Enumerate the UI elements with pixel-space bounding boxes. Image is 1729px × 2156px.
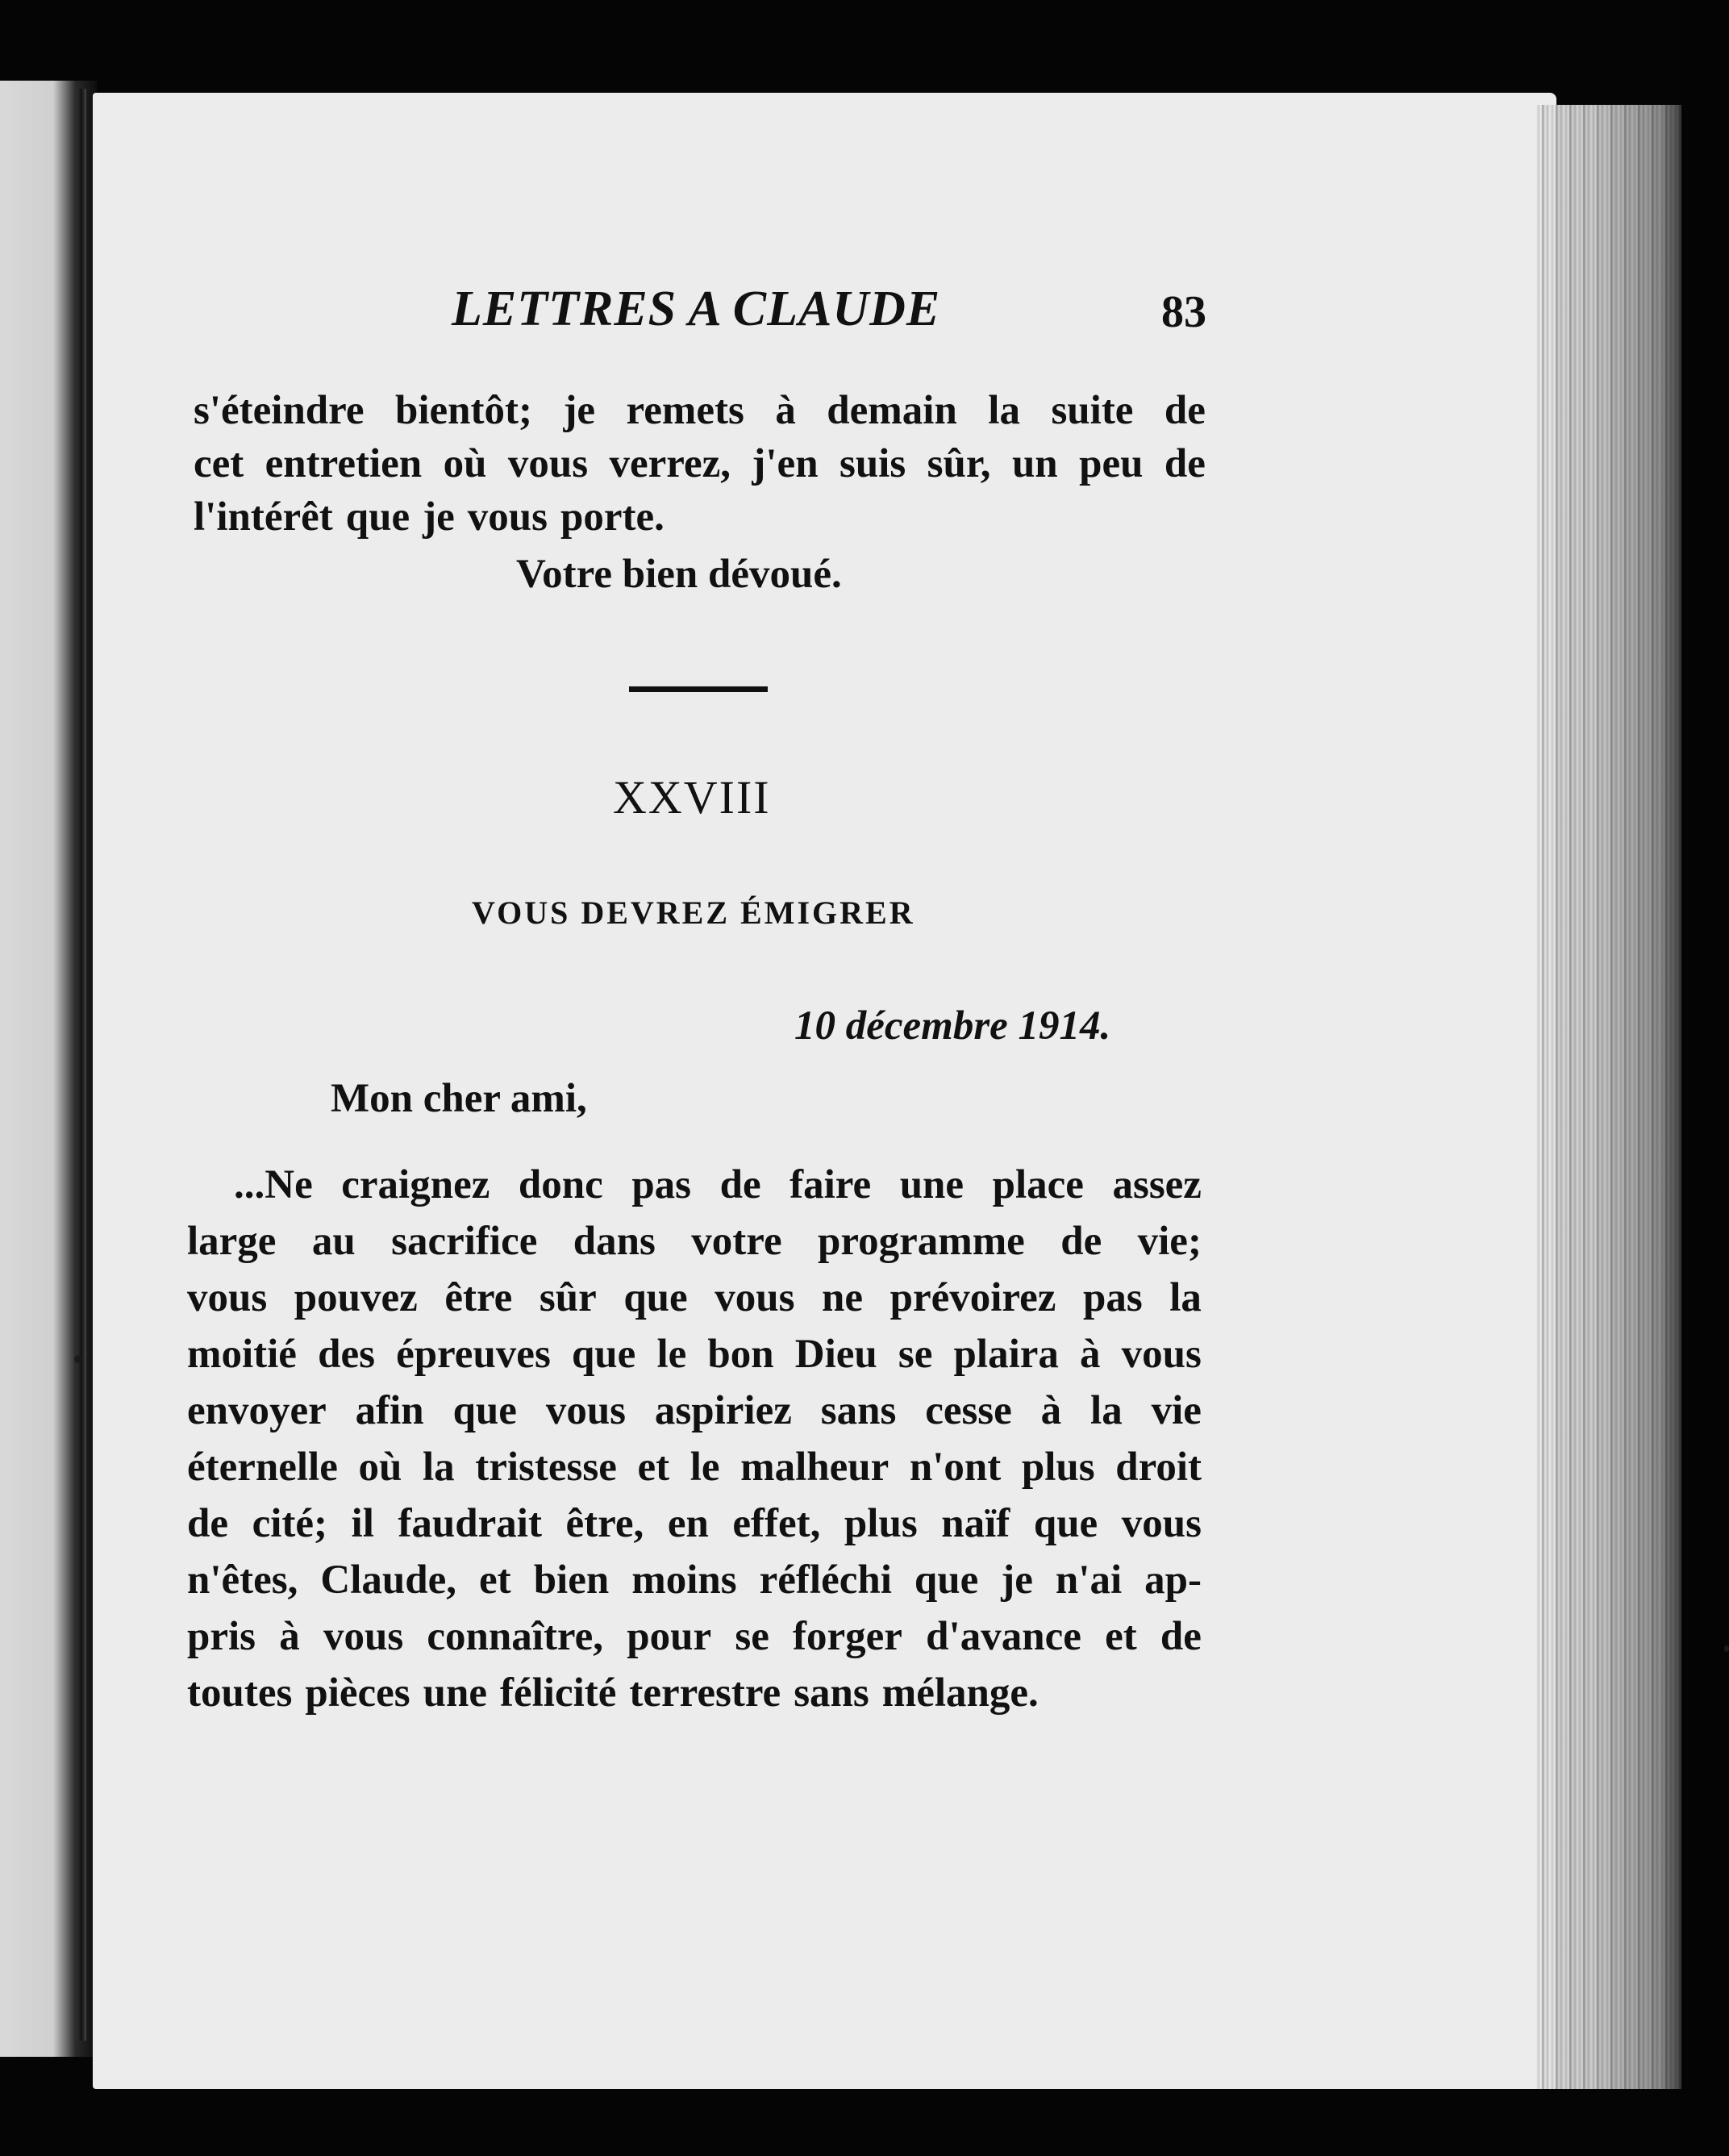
letter-date: 10 décembre 1914.: [794, 1003, 1111, 1049]
opening-text-line: cet entretien où vous verrez, j'en suis sûr, un peu de: [194, 441, 1206, 486]
opening-text-line: l'intérêt que je vous porte.: [194, 494, 665, 540]
body-text-line: n'êtes, Claude, et bien moins réfléchi que je n'ai ap-: [187, 1558, 1202, 1603]
book-gutter: [77, 89, 86, 2041]
body-text-line: vous pouvez être sûr que vous ne prévoirez pas la: [187, 1275, 1202, 1320]
letter-signoff: Votre bien dévoué.: [516, 552, 842, 597]
body-text-line: de cité; il faudrait être, en effet, plus naïf que vous: [187, 1501, 1202, 1546]
scan-speck: [74, 1355, 82, 1363]
body-text-line: éternelle où la tristesse et le malheur n'ont plus droit: [187, 1445, 1202, 1490]
chapter-title: VOUS DEVREZ ÉMIGRER: [472, 895, 915, 931]
opening-text-line: s'éteindre bientôt; je remets à demain la suite de: [194, 388, 1206, 433]
scan-background: [1681, 0, 1729, 2156]
body-text-line: moitié des épreuves que le bon Dieu se plaira à vous: [187, 1332, 1202, 1377]
body-text-line: pris à vous connaître, pour se forger d'avance et de: [187, 1614, 1202, 1659]
section-divider-rule: [629, 686, 768, 692]
page-number: 83: [1161, 287, 1206, 337]
fore-edge-shadow: [1536, 105, 1681, 2089]
letter-salutation: Mon cher ami,: [331, 1076, 587, 1121]
body-text-line: toutes pièces une félicité terrestre sans mélange.: [187, 1670, 1039, 1716]
running-head: LETTRES A CLAUDE: [452, 281, 941, 336]
body-text-line: envoyer afin que vous aspiriez sans cesse à la vie: [187, 1388, 1202, 1433]
body-text-line: ...Ne craignez donc pas de faire une place assez: [234, 1162, 1202, 1207]
chapter-number: XXVIII: [613, 771, 771, 824]
body-text-line: large au sacrifice dans votre programme de vie;: [187, 1219, 1202, 1264]
scan-speck: [1724, 1645, 1729, 1652]
